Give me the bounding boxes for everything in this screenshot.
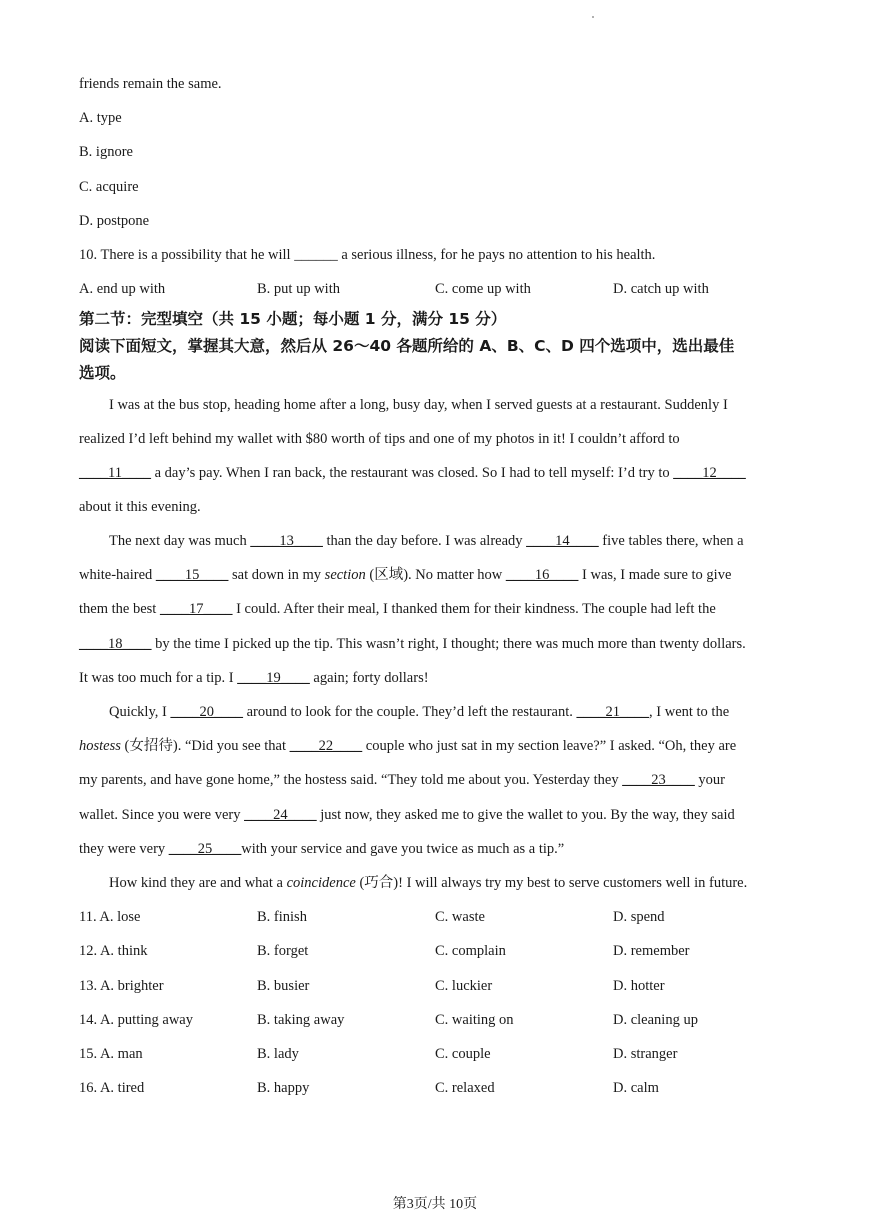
q14-option-c: C. waiting on (435, 1012, 514, 1028)
passage-p2-line4 (79, 634, 746, 654)
q9-option-c: C. acquire (79, 179, 139, 195)
passage-p3-line2 (79, 736, 736, 756)
q11-option-b: B. finish (257, 909, 307, 925)
passage-text: than the day before. I was already (322, 533, 527, 549)
term-coincidence: coincidence (286, 875, 356, 891)
passage-text: It was too much for a tip. I (79, 670, 238, 686)
q9-option-b: B. ignore (79, 144, 133, 160)
q15-option-b: B. lady (257, 1046, 299, 1062)
blank-21: ____21____ (576, 704, 650, 720)
passage-p2-line2 (79, 565, 731, 585)
passage-text: them the best (79, 601, 160, 617)
q14-option-b: B. taking away (257, 1012, 345, 1028)
blank-12: ____12____ (673, 465, 746, 481)
blank-17: ____17____ (159, 601, 233, 617)
q9-option-d: D. postpone (79, 213, 150, 229)
q14-option-d: D. cleaning up (613, 1012, 698, 1028)
q16-option-a: 16. A. tired (79, 1080, 145, 1096)
passage-text: The next day was much (109, 533, 251, 549)
blank-15: ____15____ (155, 567, 229, 583)
passage-text: I was, I made sure to give (578, 567, 732, 583)
blank-20: ____20____ (170, 704, 243, 720)
passage-p4-line1 (109, 873, 747, 893)
q11-option-d: D. spend (613, 909, 665, 925)
section2-title: 第二节：完型填空（共 15 小题；每小题 1 分，满分 15 分） (79, 310, 507, 328)
passage-text: I could. After their meal, I thanked them for their kindness. The couple had left the (232, 601, 716, 617)
passage-text: again; forty dollars! (309, 670, 429, 686)
blank-18: ____18____ (79, 636, 152, 652)
q10-option-d: D. catch up with (613, 281, 709, 297)
passage-text: my parents, and have gone home,” the hostess said. “They told me about you. Yesterday they (79, 772, 623, 788)
q11-option-a: 11. A. lose (79, 909, 141, 925)
passage-p2-line1 (109, 531, 744, 551)
q10-blank: ______ (294, 247, 338, 263)
q16-option-b: B. happy (257, 1080, 310, 1096)
passage-p1-line2: realized I’d left behind my wallet with $80 worth of tips and one of my photos in it! I couldn’t afford to (79, 431, 680, 447)
q13-option-c: C. luckier (435, 978, 493, 994)
page-footer: 第3页/共 10页 (392, 1197, 478, 1212)
passage-p1-line3 (79, 463, 746, 483)
q10-option-b: B. put up with (257, 281, 340, 297)
q13-option-a: 13. A. brighter (79, 978, 164, 994)
passage-text: five tables there, when a (598, 533, 744, 549)
q15-option-d: D. stranger (613, 1046, 678, 1062)
passage-text: white-haired (79, 567, 156, 583)
passage-text: a day’s pay. When I ran back, the restaurant was closed. So I had to tell myself: I’d try to (150, 465, 674, 481)
q14-option-a: 14. A. putting away (79, 1012, 193, 1028)
passage-text: Quickly, I (109, 704, 171, 720)
q10-stem (79, 245, 655, 265)
blank-11: ____11____ (79, 465, 151, 481)
passage-text: they were very (79, 841, 169, 857)
passage-text: your (694, 772, 725, 788)
q16-option-c: C. relaxed (435, 1080, 495, 1096)
q12-option-c: C. complain (435, 943, 506, 959)
q12-option-a: 12. A. think (79, 943, 148, 959)
passage-text: just now, they asked me to give the wallet to you. By the way, they said (316, 807, 735, 823)
q12-option-b: B. forget (257, 943, 309, 959)
q13-option-b: B. busier (257, 978, 310, 994)
q10-option-a: A. end up with (79, 281, 166, 297)
passage-p3-line5 (79, 839, 564, 859)
section2-instruction-line2: 选项。 (79, 364, 126, 382)
passage-text: , I went to the (649, 704, 730, 720)
q13-option-d: D. hotter (613, 978, 665, 994)
scan-dot (592, 16, 594, 18)
passage-text: couple who just sat in my section leave?” I asked. “Oh, they are (362, 738, 737, 754)
passage-p2-line5 (79, 668, 429, 688)
term-hostess: hostess (79, 738, 121, 754)
blank-24: ____24____ (244, 807, 317, 823)
passage-p3-line3 (79, 770, 725, 790)
passage-p1-line4: about it this evening. (79, 499, 201, 515)
q11-option-c: C. waste (435, 909, 485, 925)
q9-tail-text: friends remain the same. (79, 76, 222, 92)
blank-14: ____14____ (526, 533, 599, 549)
passage-p3-line4 (79, 805, 735, 825)
passage-text: sat down in my (228, 567, 325, 583)
term-section: section (324, 567, 366, 583)
section2-instruction-line1: 阅读下面短文，掌握其大意，然后从 26～40 各题所给的 A、B、C、D 四个选项中，选出最佳 (79, 337, 735, 355)
q16-option-d: D. calm (613, 1080, 659, 1096)
q10-option-c: C. come up with (435, 281, 531, 297)
passage-text: by the time I picked up the tip. This wasn’t right, I thought; there was much more than twenty dollars. (151, 636, 746, 652)
q15-option-a: 15. A. man (79, 1046, 143, 1062)
blank-25: ____25____ (168, 841, 242, 857)
passage-text: (巧合)! I will always try my best to serve customers well in future. (355, 875, 748, 891)
passage-text: (区域). No matter how (365, 567, 506, 583)
blank-13: ____13____ (250, 533, 323, 549)
passage-text: around to look for the couple. They’d left the restaurant. (242, 704, 577, 720)
blank-23: ____23____ (622, 772, 695, 788)
passage-p3-line1 (109, 702, 729, 722)
q10-stem-after: a serious illness, for he pays no attention to his health. (337, 247, 656, 263)
passage-text: with your service and gave you twice as much as a tip.” (241, 841, 565, 857)
passage-text: wallet. Since you were very (79, 807, 245, 823)
q12-option-d: D. remember (613, 943, 690, 959)
passage-p2-line3 (79, 599, 716, 619)
blank-22: ____22____ (289, 738, 363, 754)
passage-text: (女招待). “Did you see that (120, 738, 290, 754)
passage-text: How kind they are and what a (109, 875, 287, 891)
q15-option-c: C. couple (435, 1046, 491, 1062)
blank-19: ____19____ (237, 670, 310, 686)
q9-option-a: A. type (79, 110, 122, 126)
q10-stem-before: 10. There is a possibility that he will (79, 247, 295, 263)
blank-16: ____16____ (505, 567, 579, 583)
passage-p1-line1: I was at the bus stop, heading home after a long, busy day, when I served guests at a restaurant. Suddenly I (109, 397, 728, 413)
